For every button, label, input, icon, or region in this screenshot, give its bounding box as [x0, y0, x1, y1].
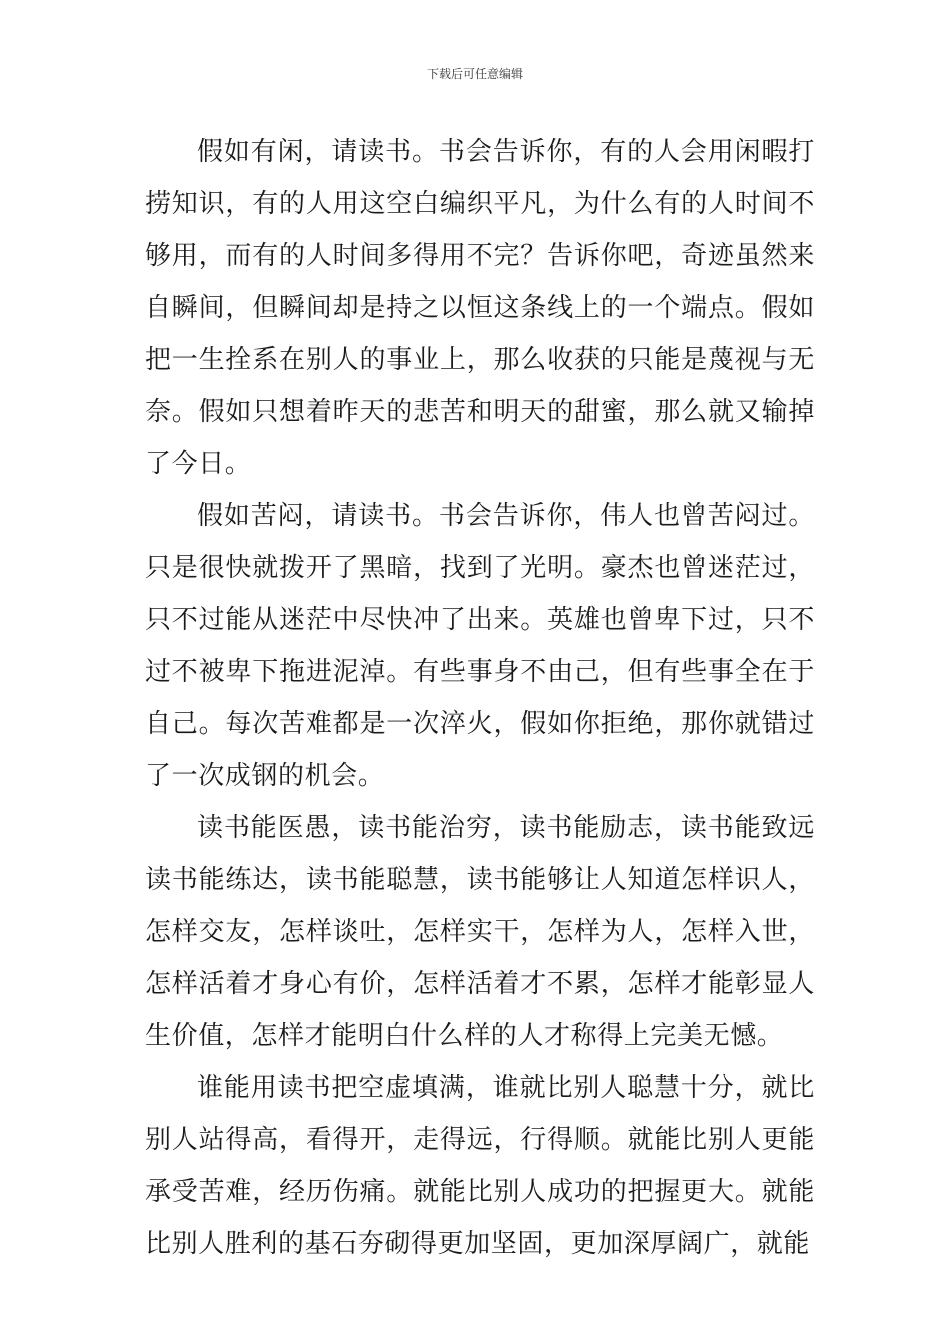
paragraph-4: 谁能用读书把空虚填满，谁就比别人聪慧十分，就比别人站得高，看得开，走得远，行得顺。就能比别人更能承受苦难，经历伤痛。就能比别人成功的把握更大。就能比别人胜利的基石夯砌得更加坚固，更加深厚阔广，就能	[145, 1073, 815, 1259]
document-body	[145, 126, 815, 1270]
paragraph-1: 假如有闲，请读书。书会告诉你，有的人会用闲暇打捞知识，有的人用这空白编织平凡，为什么有的人时间不够用，而有的人时间多得用不完？告诉你吧，奇迹虽然来自瞬间，但瞬间却是持之以恒这条线上的一个端点。假如把一生拴系在别人的事业上，那么收获的只能是蔑视与无奈。假如只想着昨天的悲苦和明天的甜蜜，那么就又输掉了今日。	[145, 137, 815, 479]
page-header: 下载后可任意编辑	[426, 67, 523, 81]
paragraph-3: 读书能医愚，读书能治穷，读书能励志，读书能致远读书能练达，读书能聪慧，读书能够让人知道怎样识人，怎样交友，怎样谈吐，怎样实干，怎样为人，怎样入世，怎样活着才身心有价，怎样活着才不累，怎样才能彰显人生价值，怎样才能明白什么样的人才称得上完美无憾。	[145, 813, 815, 1051]
paragraph-2: 假如苦闷，请读书。书会告诉你，伟人也曾苦闷过。只是很快就拨开了黑暗，找到了光明。豪杰也曾迷茫过，只不过能从迷茫中尽快冲了出来。英雄也曾卑下过，只不过不被卑下拖进泥淖。有些事身不由己，但有些事全在于自己。每次苦难都是一次淬火，假如你拒绝，那你就错过了一次成钢的机会。	[145, 501, 815, 791]
